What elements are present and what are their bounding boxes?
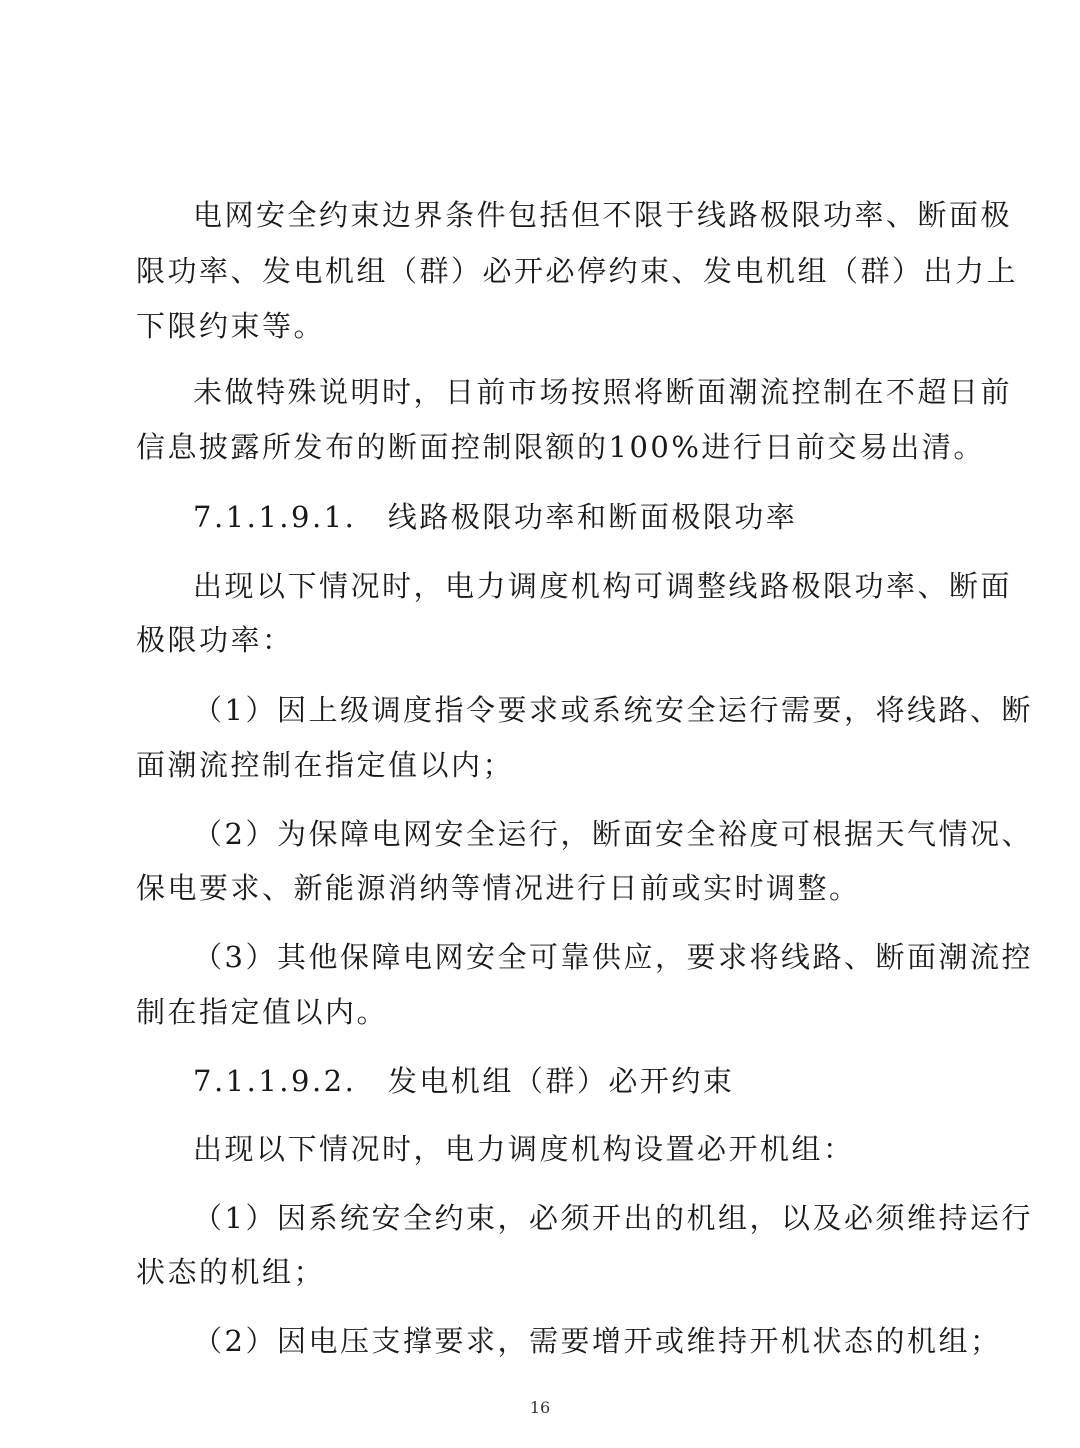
paragraph-line: 限功率、发电机组（群）必开必停约束、发电机组（群）出力上 bbox=[136, 254, 1019, 288]
list-item-line: 保电要求、新能源消纳等情况进行日前或实时调整。 bbox=[136, 871, 861, 905]
list-item-line: （1）因上级调度指令要求或系统安全运行需要，将线路、断 bbox=[193, 693, 1033, 727]
section-heading: 7.1.1.9.1. 线路极限功率和断面极限功率 bbox=[193, 500, 798, 534]
list-item-line: （2）因电压支撑要求，需要增开或维持开机状态的机组； bbox=[193, 1324, 1002, 1358]
page-number: 16 bbox=[529, 1398, 551, 1417]
paragraph-line: 信息披露所发布的断面控制限额的100%进行日前交易出清。 bbox=[136, 430, 985, 464]
list-item-line: （2）为保障电网安全运行，断面安全裕度可根据天气情况、 bbox=[193, 817, 1033, 851]
paragraph-line: 下限约束等。 bbox=[136, 309, 326, 343]
list-item-line: （3）其他保障电网安全可靠供应，要求将线路、断面潮流控 bbox=[193, 940, 1033, 974]
section-heading: 7.1.1.9.2. 发电机组（群）必开约束 bbox=[193, 1064, 735, 1098]
paragraph-line: 未做特殊说明时，日前市场按照将断面潮流控制在不超日前 bbox=[193, 375, 1013, 409]
paragraph-line: 电网安全约束边界条件包括但不限于线路极限功率、断面极 bbox=[193, 198, 1013, 232]
paragraph-line: 极限功率： bbox=[136, 623, 294, 657]
paragraph-line: 出现以下情况时，电力调度机构可调整线路极限功率、断面 bbox=[193, 569, 1013, 603]
paragraph-line: 出现以下情况时，电力调度机构设置必开机组： bbox=[193, 1132, 855, 1166]
list-item-line: 状态的机组； bbox=[136, 1255, 326, 1289]
list-item-line: 面潮流控制在指定值以内； bbox=[136, 748, 515, 782]
list-item-line: 制在指定值以内。 bbox=[136, 995, 389, 1029]
list-item-line: （1）因系统安全约束，必须开出的机组，以及必须维持运行 bbox=[193, 1201, 1033, 1235]
